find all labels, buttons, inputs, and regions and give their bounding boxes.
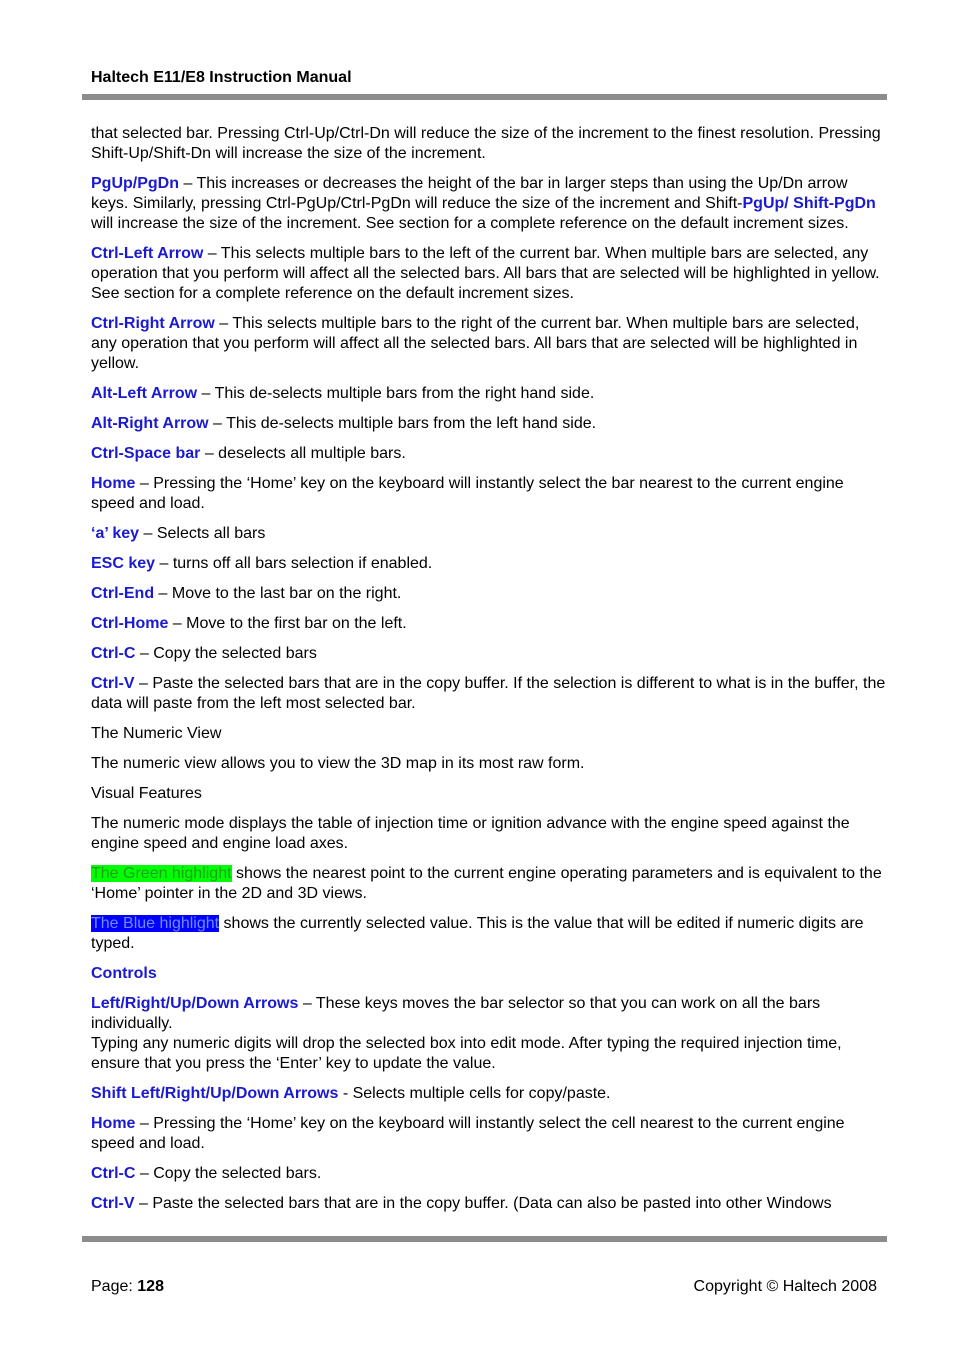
paragraph-text: – Pressing the ‘Home’ key on the keyboard will instantly select the cell nearest to the current engine speed and load.	[91, 1115, 845, 1152]
header-rule	[82, 94, 887, 100]
paragraph	[91, 614, 887, 634]
key-term: ‘a’ key	[91, 525, 140, 542]
paragraph	[91, 754, 887, 774]
paragraph	[91, 554, 887, 574]
paragraph-text: – deselects all multiple bars.	[200, 445, 406, 462]
key-term: Ctrl-End	[91, 585, 155, 602]
paragraph-text: – Paste the selected bars that are in the copy buffer. (Data can also be pasted into other Windows	[134, 1195, 832, 1212]
paragraph	[91, 1114, 887, 1154]
paragraph-text: – Copy the selected bars	[135, 645, 317, 662]
paragraph	[91, 314, 887, 374]
key-term: Home	[91, 1115, 136, 1132]
paragraph-text: - Selects multiple cells for copy/paste.	[338, 1085, 611, 1102]
section-heading	[91, 784, 887, 804]
paragraph-text: – This increases or decreases the height of the bar in larger steps than using the Up/Dn arrow keys. Similarly, pressing Ctrl-PgUp/Ctrl-PgDn will reduce the size of the increment and Shift-	[91, 175, 848, 212]
paragraph	[91, 674, 887, 714]
paragraph	[91, 414, 887, 434]
paragraph	[91, 644, 887, 664]
key-term: Ctrl-Space bar	[91, 445, 201, 462]
paragraph-text: – This de-selects multiple bars from the right hand side.	[197, 385, 595, 402]
paragraph	[91, 994, 887, 1074]
paragraph	[91, 914, 887, 954]
key-term: Ctrl-Home	[91, 615, 169, 632]
paragraph	[91, 584, 887, 604]
paragraph-text: Visual Features	[91, 785, 202, 802]
paragraph-text: – Move to the last bar on the right.	[154, 585, 402, 602]
paragraph	[91, 384, 887, 404]
key-term: PgUp/PgDn	[91, 175, 179, 192]
paragraph-text: – This selects multiple bars to the left of the current bar. When multiple bars are selected, any operation that you perform will affect all the selected bars. All bars that are selected will be highlighted in yellow. See section for a complete reference on the default increment sizes.	[91, 245, 880, 302]
key-term: Controls	[91, 965, 157, 982]
paragraph-text: – Pressing the ‘Home’ key on the keyboard will instantly select the bar nearest to the current engine speed and load.	[91, 475, 844, 512]
paragraph-text: The numeric mode displays the table of injection time or ignition advance with the engine speed against the engine speed and engine load axes.	[91, 815, 850, 852]
paragraph-text: – Copy the selected bars.	[135, 1165, 322, 1182]
paragraph-text: Typing any numeric digits will drop the selected box into edit mode. After typing the required injection time, ensure that you press the ‘Enter’ key to update the value.	[91, 1035, 842, 1072]
key-term: Ctrl-C	[91, 645, 136, 662]
paragraph	[91, 814, 887, 854]
paragraph-text: – Move to the first bar on the left.	[168, 615, 407, 632]
paragraph	[91, 1194, 887, 1214]
section-heading	[91, 724, 887, 744]
key-term: Home	[91, 475, 136, 492]
key-term: Ctrl-C	[91, 1165, 136, 1182]
paragraph-text: – Paste the selected bars that are in the copy buffer. If the selection is different to what is in the buffer, the data will paste from the left most selected bar.	[91, 675, 886, 712]
key-term: Ctrl-V	[91, 1195, 135, 1212]
blue-highlight-sample: The Blue highlight	[91, 915, 220, 932]
footer-copyright: Copyright © Haltech 2008	[693, 1278, 877, 1295]
paragraph	[91, 244, 887, 304]
key-term: Alt-Left Arrow	[91, 385, 198, 402]
paragraph-text: The Numeric View	[91, 725, 222, 742]
paragraph-text: – Selects all bars	[139, 525, 266, 542]
key-term: Left/Right/Up/Down Arrows	[91, 995, 299, 1012]
page-number: 128	[137, 1278, 164, 1295]
paragraph	[91, 444, 887, 464]
paragraph-text: – turns off all bars selection if enabled.	[155, 555, 433, 572]
paragraph-text: shows the nearest point to the current engine operating parameters and is equivalent to the ‘Home’ pointer in the 2D and 3D views.	[91, 865, 882, 902]
paragraph-text: – This de-selects multiple bars from the left hand side.	[208, 415, 597, 432]
key-term: Ctrl-V	[91, 675, 135, 692]
paragraph-text: shows the currently selected value. This is the value that will be edited if numeric digits are typed.	[91, 915, 864, 952]
footer-page	[91, 1278, 164, 1296]
body-text	[91, 124, 887, 1224]
paragraph	[91, 174, 887, 234]
green-highlight-sample: The Green highlight	[91, 865, 232, 882]
paragraph-text: – These keys moves the bar selector so that you can work on all the bars individually.	[91, 995, 821, 1032]
paragraph	[91, 1164, 887, 1184]
key-term: ESC key	[91, 555, 156, 572]
paragraph	[91, 124, 887, 164]
page-header-title: Haltech E11/E8 Instruction Manual	[91, 69, 352, 86]
paragraph	[91, 524, 887, 544]
paragraph-text: will increase the size of the increment. See section for a complete reference on the default increment sizes.	[91, 215, 849, 232]
paragraph	[91, 474, 887, 514]
page-label: Page:	[91, 1278, 138, 1295]
key-term: Ctrl-Left Arrow	[91, 245, 204, 262]
controls-heading	[91, 964, 887, 984]
paragraph	[91, 864, 887, 904]
footer-rule	[82, 1236, 887, 1242]
key-term: Shift Left/Right/Up/Down Arrows	[91, 1085, 339, 1102]
key-term: Ctrl-Right Arrow	[91, 315, 215, 332]
paragraph-text: The numeric view allows you to view the 3D map in its most raw form.	[91, 755, 585, 772]
paragraph-text: that selected bar. Pressing Ctrl-Up/Ctrl-Dn will reduce the size of the increment to the finest resolution. Pressing Shift-Up/Shift-Dn will increase the size of the increment.	[91, 125, 881, 162]
paragraph-text: – This selects multiple bars to the right of the current bar. When multiple bars are selected, any operation that you perform will affect all the selected bars. All bars that are selected will be highlighted in yellow.	[91, 315, 860, 372]
key-term: PgUp/ Shift-PgDn	[742, 195, 876, 212]
key-term: Alt-Right Arrow	[91, 415, 209, 432]
paragraph	[91, 1084, 887, 1104]
